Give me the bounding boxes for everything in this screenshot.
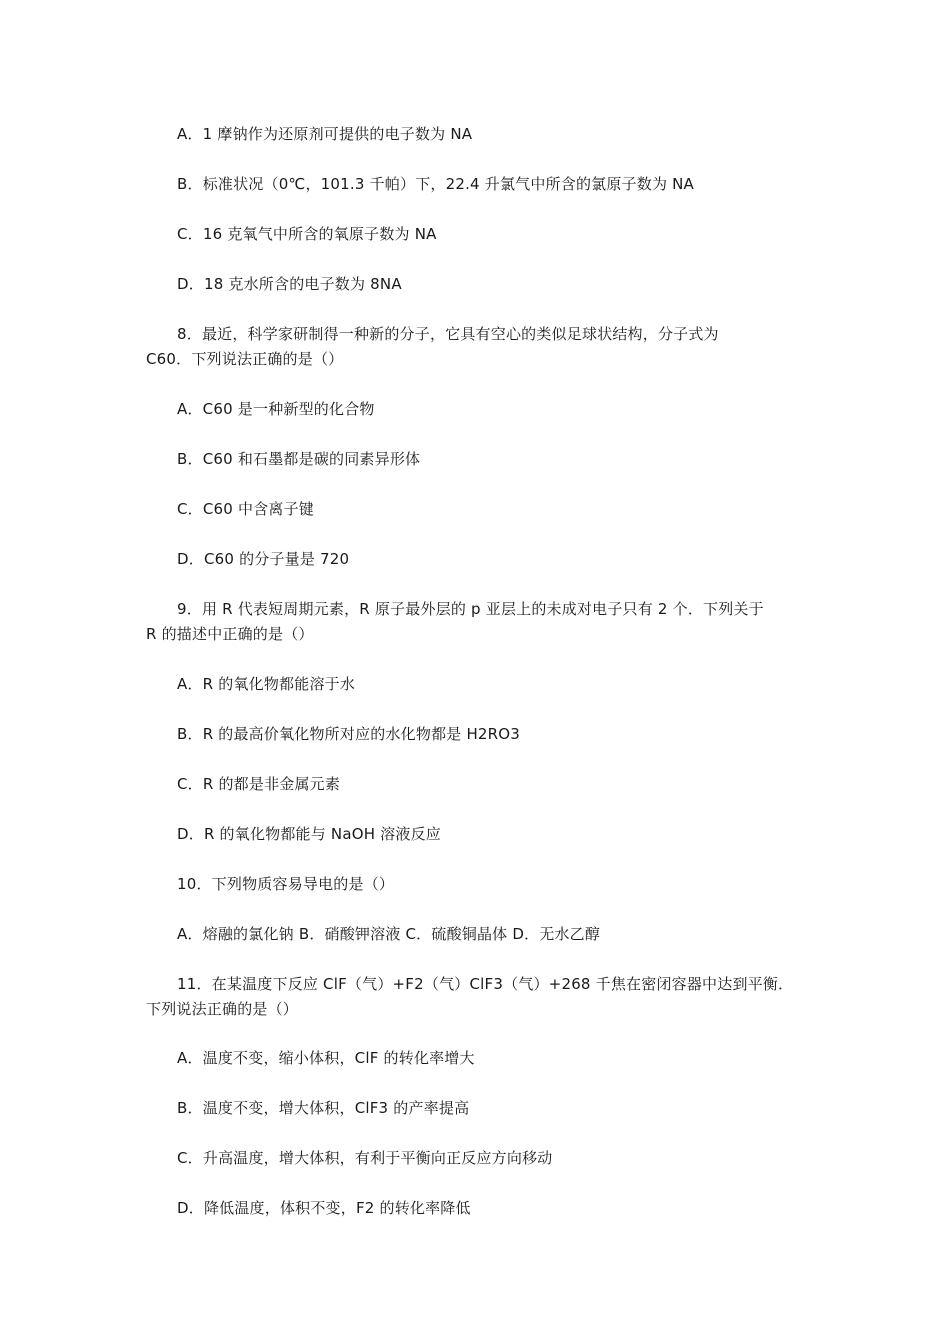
q11-option-c: C．升高温度，增大体积，有利于平衡向正反应方向移动: [177, 1149, 553, 1167]
q9-stem-line1: 9．用 R 代表短周期元素，R 原子最外层的 p 亚层上的未成对电子只有 2 个．下列关于: [177, 600, 764, 618]
q8-option-d: D．C60 的分子量是 720: [177, 550, 350, 568]
q8-option-c: C．C60 中含离子键: [177, 500, 315, 518]
q9-stem-line2: R 的描述中正确的是（）: [146, 625, 314, 643]
q8-option-b: B．C60 和石墨都是碳的同素异形体: [177, 450, 421, 468]
q11-option-b: B．温度不变，增大体积，ClF3 的产率提高: [177, 1099, 470, 1117]
q8-stem-line1: 8．最近，科学家研制得一种新的分子，它具有空心的类似足球状结构，分子式为: [177, 325, 719, 343]
q8-option-a: A．C60 是一种新型的化合物: [177, 400, 375, 418]
q9-option-d: D．R 的氧化物都能与 NaOH 溶液反应: [177, 825, 441, 843]
q11-stem-line2: 下列说法正确的是（）: [146, 1000, 299, 1018]
q7-option-a: A．1 摩钠作为还原剂可提供的电子数为 NA: [177, 125, 473, 143]
q10-options: A．熔融的氯化钠 B．硝酸钾溶液 C．硫酸铜晶体 D．无水乙醇: [177, 925, 601, 943]
q9-option-c: C．R 的都是非金属元素: [177, 775, 341, 793]
q9-option-a: A．R 的氧化物都能溶于水: [177, 675, 356, 693]
q11-stem-line1: 11．在某温度下反应 ClF（气）+F2（气）ClF3（气）+268 千焦在密闭容器中达到平衡．: [177, 975, 794, 993]
q8-stem-line2: C60．下列说法正确的是（）: [146, 350, 344, 368]
q11-option-d: D．降低温度，体积不变，F2 的转化率降低: [177, 1199, 471, 1217]
q9-option-b: B．R 的最高价氧化物所对应的水化物都是 H2RO3: [177, 725, 521, 743]
q11-option-a: A．温度不变，缩小体积，ClF 的转化率增大: [177, 1049, 475, 1067]
q7-option-d: D．18 克水所含的电子数为 8NA: [177, 275, 402, 293]
q7-option-b: B．标准状况（0℃，101.3 千帕）下，22.4 升氯气中所含的氯原子数为 NA: [177, 175, 695, 193]
q7-option-c: C．16 克氧气中所含的氧原子数为 NA: [177, 225, 437, 243]
q10-stem: 10．下列物质容易导电的是（）: [177, 875, 395, 893]
